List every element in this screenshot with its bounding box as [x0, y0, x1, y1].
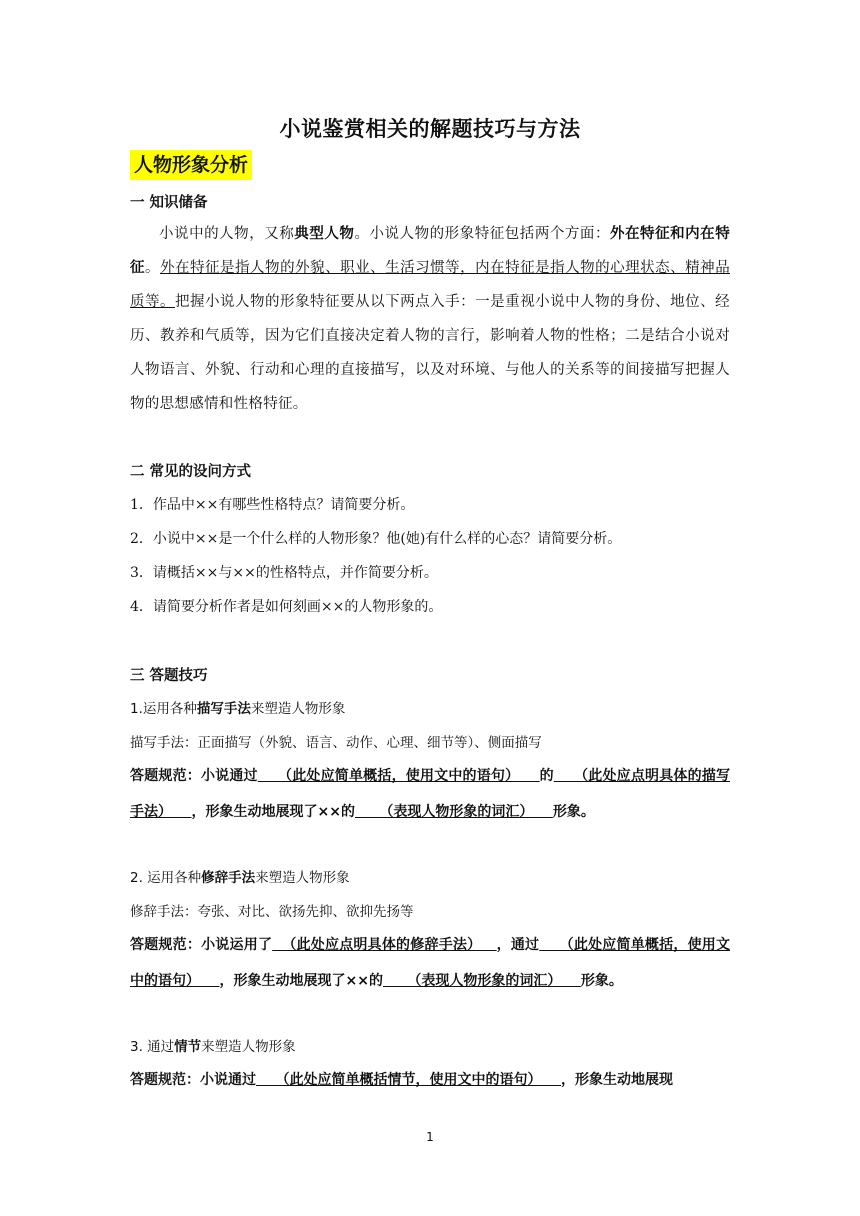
- knowledge-text: 。: [145, 260, 161, 276]
- question-item: 4．请简要分析作者是如何刻画××的人物形象的。: [130, 599, 443, 615]
- technique-text: 3. 通过: [130, 1039, 175, 1055]
- rule-text: 答题规范：小说通过: [130, 768, 258, 784]
- technique-3-answer-rule: [130, 1062, 730, 1098]
- page-number: 1: [426, 1130, 434, 1144]
- highlighted-section-heading: 人物形象分析: [130, 150, 252, 180]
- rule-text: 的: [539, 768, 554, 784]
- techniques-heading: 三 答题技巧: [130, 668, 208, 684]
- rule-blank: （此处应简单概括，使用文中的语句）: [257, 768, 540, 784]
- technique-2-methods: 修辞手法：夸张、对比、欲扬先抑、欲抑先扬等: [130, 904, 414, 920]
- knowledge-text: 小说中的人物，又称: [159, 226, 295, 242]
- rule-text: 答题规范：小说运用了: [130, 937, 273, 953]
- technique-1-methods: 描写手法：正面描写（外貌、语言、动作、心理、细节等）、侧面描写: [130, 735, 542, 751]
- rule-blank: （此处应点明具体的修辞手法）: [272, 937, 497, 953]
- rule-blank: （表现人物形象的词汇）: [354, 804, 553, 820]
- questions-heading: 二 常见的设问方式: [130, 464, 252, 480]
- technique-text: 来塑造人物形象: [250, 701, 346, 717]
- question-item: 2．小说中××是一个什么样的人物形象？他(她)有什么样的心态？请简要分析。: [130, 531, 622, 547]
- technique-2-title: [130, 866, 350, 886]
- technique-text: 来塑造人物形象: [255, 870, 350, 886]
- rule-text: 形象。: [580, 973, 623, 989]
- rule-blank: （此处应简单概括，使用文中的语句）: [130, 937, 731, 989]
- technique-text: 2. 运用各种: [130, 870, 202, 886]
- rule-blank: （表现人物形象的词汇）: [382, 973, 581, 989]
- knowledge-text: 把握小说人物的形象特征要从以下两点入手：一是重视小说中人物的身份、地位、经历、教养和气质等，因为它们直接决定着人物的言行，影响着人物的性格；二是结合小说对人物语言、外貌、行动和心理的直接描写，以及对环境、与他人的关系等的间接描写把握人物的思想感情和性格特征。: [130, 294, 730, 412]
- technique-1-title: [130, 697, 345, 717]
- knowledge-bold-term: 典型人物: [294, 225, 355, 242]
- technique-text: 1.运用各种: [130, 701, 197, 717]
- document-title: 小说鉴赏相关的解题技巧与方法: [279, 116, 581, 141]
- technique-key-term: 描写手法: [196, 701, 251, 717]
- rule-text: 形象。: [552, 804, 595, 820]
- rule-text: ，通过: [496, 937, 540, 953]
- technique-1-answer-rule: [130, 758, 730, 830]
- knowledge-underlined-text: 外在特征是指人物的外貌、职业、生活习惯等，内在特征是指人物的心理状态、精神品质等。: [130, 260, 730, 310]
- rule-blank: （此处应简单概括情节，使用文中的语句）: [256, 1072, 561, 1088]
- technique-2-answer-rule: [130, 927, 730, 999]
- rule-blank: （此处应点明具体的描写手法）: [130, 768, 731, 820]
- rule-text: 答题规范：小说通过: [130, 1072, 256, 1088]
- rule-text: ，形象生动地展现: [561, 1072, 673, 1088]
- rule-text: ，形象生动地展现了××的: [191, 804, 355, 820]
- question-item: 1．作品中××有哪些性格特点？请简要分析。: [130, 497, 415, 513]
- technique-text: 来塑造人物形象: [201, 1039, 296, 1055]
- knowledge-heading: 一 知识储备: [130, 195, 208, 211]
- knowledge-bold-term: 外在特征和内在特征: [130, 225, 731, 276]
- question-item: 3．请概括××与××的性格特点，并作简要分析。: [130, 565, 438, 581]
- technique-key-term: 情节: [174, 1039, 202, 1055]
- rule-text: ，形象生动地展现了××的: [219, 973, 383, 989]
- technique-3-title: [130, 1035, 296, 1055]
- technique-key-term: 修辞手法: [201, 870, 256, 886]
- knowledge-paragraph: [130, 217, 730, 421]
- knowledge-text: 。小说人物的形象特征包括两个方面：: [354, 226, 610, 242]
